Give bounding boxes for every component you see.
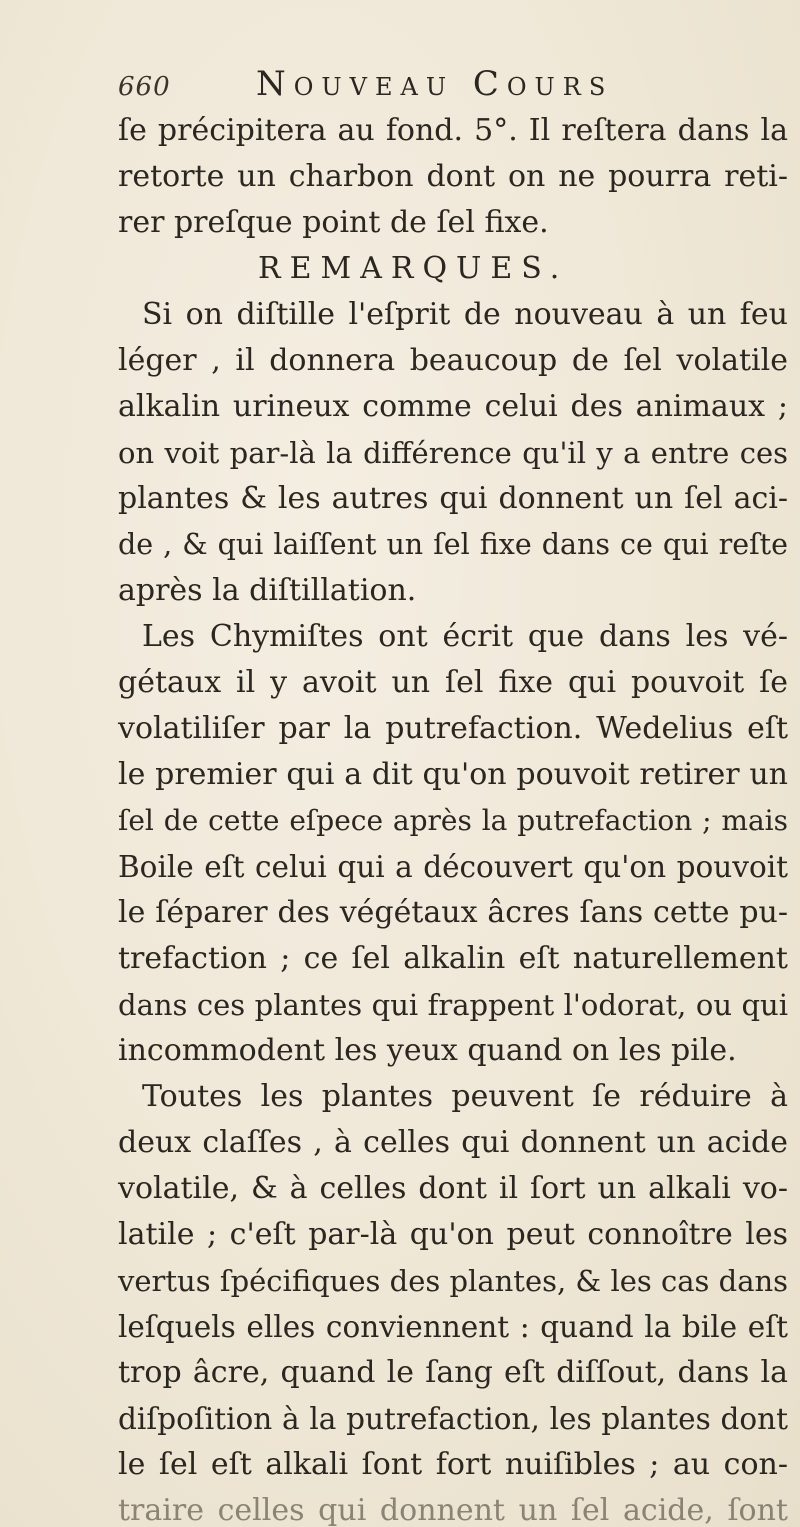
text-line: Si on diſtille l'eſprit de nouveau à un feu xyxy=(142,297,788,332)
running-title: Nouveau Cours xyxy=(256,64,614,104)
text-line: après la diſtillation. xyxy=(118,573,417,608)
text-line: de , & qui laiſſent un ſel fixe dans ce qui reſte xyxy=(118,528,788,561)
text-line: vertus ſpécifiques des plantes, & les cas dans xyxy=(118,1264,789,1298)
text-line: gétaux il y avoit un ſel fixe qui pouvoit ſe xyxy=(118,665,788,700)
text-line: traire celles qui donnent un ſel acide, ſont xyxy=(118,1493,788,1527)
text-line: volatiliſer par la putrefaction. Wedelius eſt xyxy=(118,711,788,746)
text-line: alkalin urineux comme celui des animaux ; xyxy=(118,389,788,424)
text-line: trefaction ; ce ſel alkalin eſt naturellement xyxy=(118,941,788,976)
text-line: le ſel eſt alkali ſont fort nuiſibles ; au con- xyxy=(118,1447,788,1482)
section-heading-remarques: REMARQUES. xyxy=(258,251,569,286)
text-line: incommodent les yeux quand on les pile. xyxy=(118,1033,737,1068)
text-line: trop âcre, quand le ſang eſt diſſout, dans la xyxy=(118,1355,788,1390)
text-line: le premier qui a dit qu'on pouvoit retirer un xyxy=(118,757,788,792)
body-text xyxy=(118,108,788,1527)
text-line: retorte un charbon dont on ne pourra reti- xyxy=(118,159,788,194)
text-line: diſpoſition à la putrefaction, les plantes dont xyxy=(118,1402,788,1436)
text-line: deux claſſes , à celles qui donnent un acide xyxy=(118,1125,788,1160)
text-line: le ſéparer des végétaux âcres ſans cette pu- xyxy=(118,895,788,930)
page-number: 660 xyxy=(118,72,171,102)
page-header xyxy=(118,62,778,110)
text-line: ſel de cette eſpece après la putrefaction ; mais xyxy=(118,804,788,837)
text-line: Boile eſt celui qui a découvert qu'on pouvoit xyxy=(118,850,788,884)
text-line: latile ; c'eſt par-là qu'on peut connoître les xyxy=(118,1217,788,1252)
text-line: leſquels elles conviennent : quand la bile eſt xyxy=(118,1310,788,1344)
text-line: dans ces plantes qui frappent l'odorat, ou qui xyxy=(118,988,788,1022)
text-line: plantes & les autres qui donnent un ſel aci- xyxy=(118,481,788,516)
text-line: on voit par-là la différence qu'il y a entre ces xyxy=(118,436,788,470)
text-line: volatile, & à celles dont il ſort un alkali vo- xyxy=(118,1171,788,1206)
text-line: léger , il donnera beaucoup de ſel volatile xyxy=(118,343,788,378)
text-line: Toutes les plantes peuvent ſe réduire à xyxy=(142,1079,788,1114)
text-line: Les Chymiſtes ont écrit que dans les vé- xyxy=(142,619,788,654)
text-line: rer preſque point de ſel fixe. xyxy=(118,205,549,240)
text-line: ſe précipitera au fond. 5°. Il reſtera dans la xyxy=(118,113,788,148)
